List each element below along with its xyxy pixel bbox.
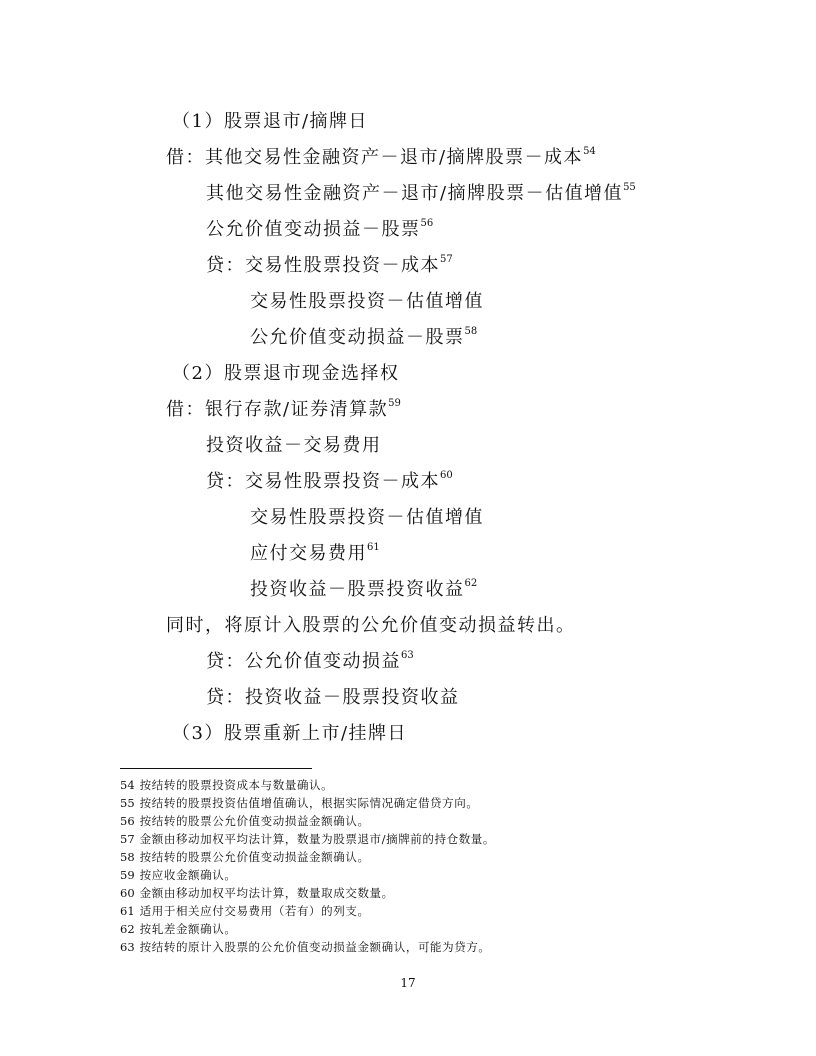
footnote-ref: 58 — [464, 326, 478, 337]
footnote-ref: 54 — [583, 146, 596, 157]
footnote-ref: 56 — [420, 218, 434, 229]
footnote: 56 按结转的股票公允价值变动损益金额确认。 — [120, 814, 370, 828]
paragraph-line: 同时，将原计入股票的公允价值变动损益转出。 — [166, 615, 576, 636]
footnote-divider — [120, 768, 312, 769]
footnote: 55 按结转的股票投资估值增值确认，根据实际情况确定借贷方向。 — [120, 796, 479, 810]
footnote: 54 按结转的股票投资成本与数量确认。 — [120, 778, 334, 792]
footnote: 58 按结转的股票公允价值变动损益金额确认。 — [120, 850, 370, 864]
footnote: 61 适用于相关应付交易费用（若有）的列支。 — [120, 904, 370, 918]
journal-line: 投资收益－股票投资收益$^{62}$ — [250, 578, 478, 600]
journal-line: 公允价值变动损益－股票$^{58}$ — [250, 326, 478, 348]
journal-line: 其他交易性金融资产－退市/摘牌股票－估值增值$^{55}$ — [206, 182, 636, 204]
journal-line: 交易性股票投资－估值增值 — [250, 291, 484, 312]
section-heading-3: （3）股票重新上市/挂牌日 — [172, 723, 408, 744]
footnote-ref: 59 — [388, 398, 401, 409]
footnote-ref: 55 — [623, 182, 636, 193]
journal-line: 借：其他交易性金融资产－退市/摘牌股票－成本$^{54}$ — [166, 146, 596, 168]
journal-line: 贷：投资收益－股票投资收益 — [206, 687, 460, 708]
footnote-ref: 57 — [440, 254, 453, 265]
journal-line: 应付交易费用$^{61}$ — [250, 542, 380, 564]
footnote: 57 金额由移动加权平均法计算，数量为股票退市/摘牌前的持仓数量。 — [120, 832, 496, 846]
journal-line: 投资收益－交易费用 — [206, 435, 382, 456]
footnote-ref: 63 — [401, 650, 414, 661]
footnote: 62 按轧差金额确认。 — [120, 922, 237, 936]
footnote-ref: 61 — [367, 542, 380, 553]
journal-line: 交易性股票投资－估值增值 — [250, 507, 484, 528]
footnote-ref: 62 — [464, 578, 478, 589]
journal-line: 贷：交易性股票投资－成本$^{57}$ — [206, 254, 453, 276]
footnote: 59 按应收金额确认。 — [120, 868, 237, 882]
section-heading-2: （2）股票退市现金选择权 — [172, 363, 400, 384]
footnote-ref: 60 — [440, 470, 453, 481]
journal-line: 贷：公允价值变动损益$^{63}$ — [206, 650, 414, 672]
journal-line: 贷：交易性股票投资－成本$^{60}$ — [206, 470, 453, 492]
section-heading-1: （1）股票退市/摘牌日 — [172, 111, 369, 132]
footnote: 60 金额由移动加权平均法计算，数量取成交数量。 — [120, 886, 394, 900]
journal-line: 公允价值变动损益－股票$^{56}$ — [206, 218, 434, 240]
footnote: 63 按结转的原计入股票的公允价值变动损益金额确认，可能为贷方。 — [120, 940, 491, 954]
journal-line: 借：银行存款/证券清算款$^{59}$ — [166, 398, 401, 420]
page-number: 17 — [400, 976, 416, 990]
